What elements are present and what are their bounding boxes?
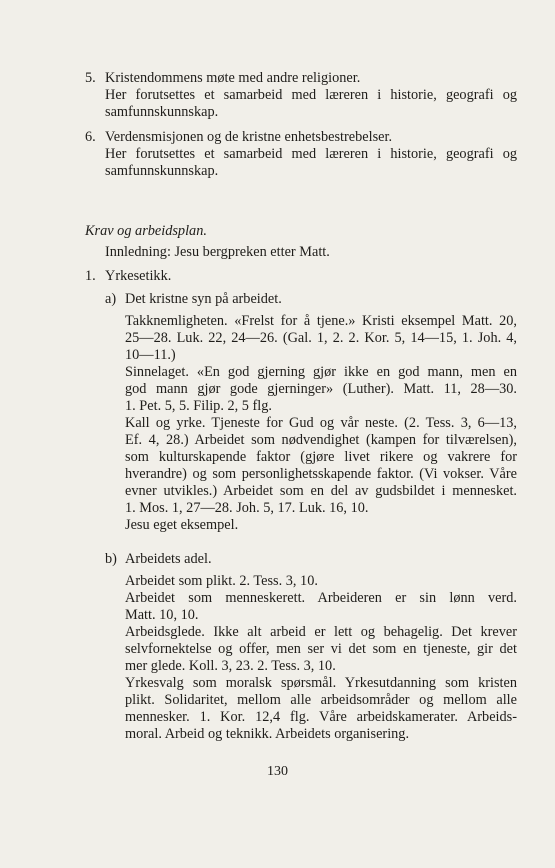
subsection-body	[125, 291, 517, 534]
body-line: Matt. 10, 10.	[125, 607, 199, 623]
subsection-label: b)	[105, 551, 117, 567]
body-line: Jesu eget eksempel.	[125, 517, 239, 533]
subsection-a	[105, 291, 517, 534]
body-line: Arbeidsglede. Ikke alt arbeid er lett og behagelig. Det krever	[125, 624, 517, 640]
body-line: evner utvikles.) Arbeidet som en del av gudsbildet i mennesket.	[125, 483, 517, 499]
subsection-title: Det kristne syn på arbeidet.	[125, 291, 282, 307]
body-line: Takknemligheten. «Frelst for å tjene.» Kristi eksempel Matt. 20,	[125, 313, 517, 329]
body-line: Arbeidet som menneskerett. Arbeideren er sin lønn verd.	[125, 590, 517, 606]
body-line: 25—28. Luk. 22, 24—26. (Gal. 1, 2. 2. Kor. 5, 14—15, 1. Joh. 4,	[125, 330, 517, 346]
body-line: mennesker. 1. Kor. 12,4 flg. Våre arbeidskamerater. Arbeids-	[125, 709, 517, 725]
section-1	[85, 268, 285, 285]
body-line: Ef. 4, 28.) Arbeidet som nødvendighet (kampen for tilværelsen),	[125, 432, 517, 448]
section-number: 1.	[85, 268, 96, 284]
body-line: moral. Arbeid og teknikk. Arbeidets organisering.	[125, 726, 410, 742]
subsection-b	[105, 551, 517, 743]
item-text-line: samfunnskunnskap.	[105, 163, 219, 179]
item-text-line: Her forutsettes et samarbeid med læreren i historie, geografi og	[105, 146, 517, 162]
body-line: 1. Mos. 1, 27—28. Joh. 5, 17. Luk. 16, 10.	[125, 500, 369, 516]
item-title: Kristendommens møte med andre religioner.	[105, 70, 361, 86]
item-title: Verdensmisjonen og de kristne enhetsbestrebelser.	[105, 129, 393, 145]
body-line: som kulturskapende faktor (gjøre livet rikere og vakrere for	[125, 449, 517, 465]
subsection-label: a)	[105, 291, 117, 307]
item-number: 5.	[85, 70, 96, 86]
item-text-line: samfunnskunnskap.	[105, 104, 219, 120]
list-item-5	[85, 70, 517, 121]
body-line: 10—11.)	[125, 347, 176, 363]
subsection-body	[125, 551, 517, 743]
section-title: Yrkesetikk.	[105, 268, 172, 284]
intro-line: Innledning: Jesu bergpreken etter Matt.	[105, 244, 330, 260]
body-line: 1. Pet. 5, 5. Filip. 2, 5 flg.	[125, 398, 272, 414]
body-line: mer glede. Koll. 3, 23. 2. Tess. 3, 10.	[125, 658, 336, 674]
item-body	[105, 70, 517, 121]
item-text-line: Her forutsettes et samarbeid med læreren i historie, geografi og	[105, 87, 517, 103]
page-number: 130	[267, 764, 288, 779]
body-line: Kall og yrke. Tjeneste for Gud og vår neste. (2. Tess. 3, 6—13,	[125, 415, 517, 431]
item-body	[105, 129, 517, 180]
body-line: hverandre) og som personlighetsskapende faktor. (Vi vokser. Våre	[125, 466, 517, 482]
list-item-6	[85, 129, 517, 180]
body-line: Yrkesvalg som moralsk spørsmål. Yrkesutdanning som kristen	[125, 675, 517, 691]
subsection-title: Arbeidets adel.	[125, 551, 212, 567]
body-line: god mann gjør gode gjerninger» (Luther). Matt. 11, 28—30.	[125, 381, 517, 397]
body-line: selvfornektelse og offer, men ser vi det som en tjeneste, gir det	[125, 641, 517, 657]
section-heading: Krav og arbeidsplan.	[85, 223, 207, 239]
body-line: Sinnelaget. «En god gjerning gjør ikke en god mann, men en	[125, 364, 517, 380]
item-number: 6.	[85, 129, 96, 145]
body-line: Arbeidet som plikt. 2. Tess. 3, 10.	[125, 573, 318, 589]
body-line: plikt. Solidaritet, mellom alle arbeidsområder og mellom alle	[125, 692, 517, 708]
